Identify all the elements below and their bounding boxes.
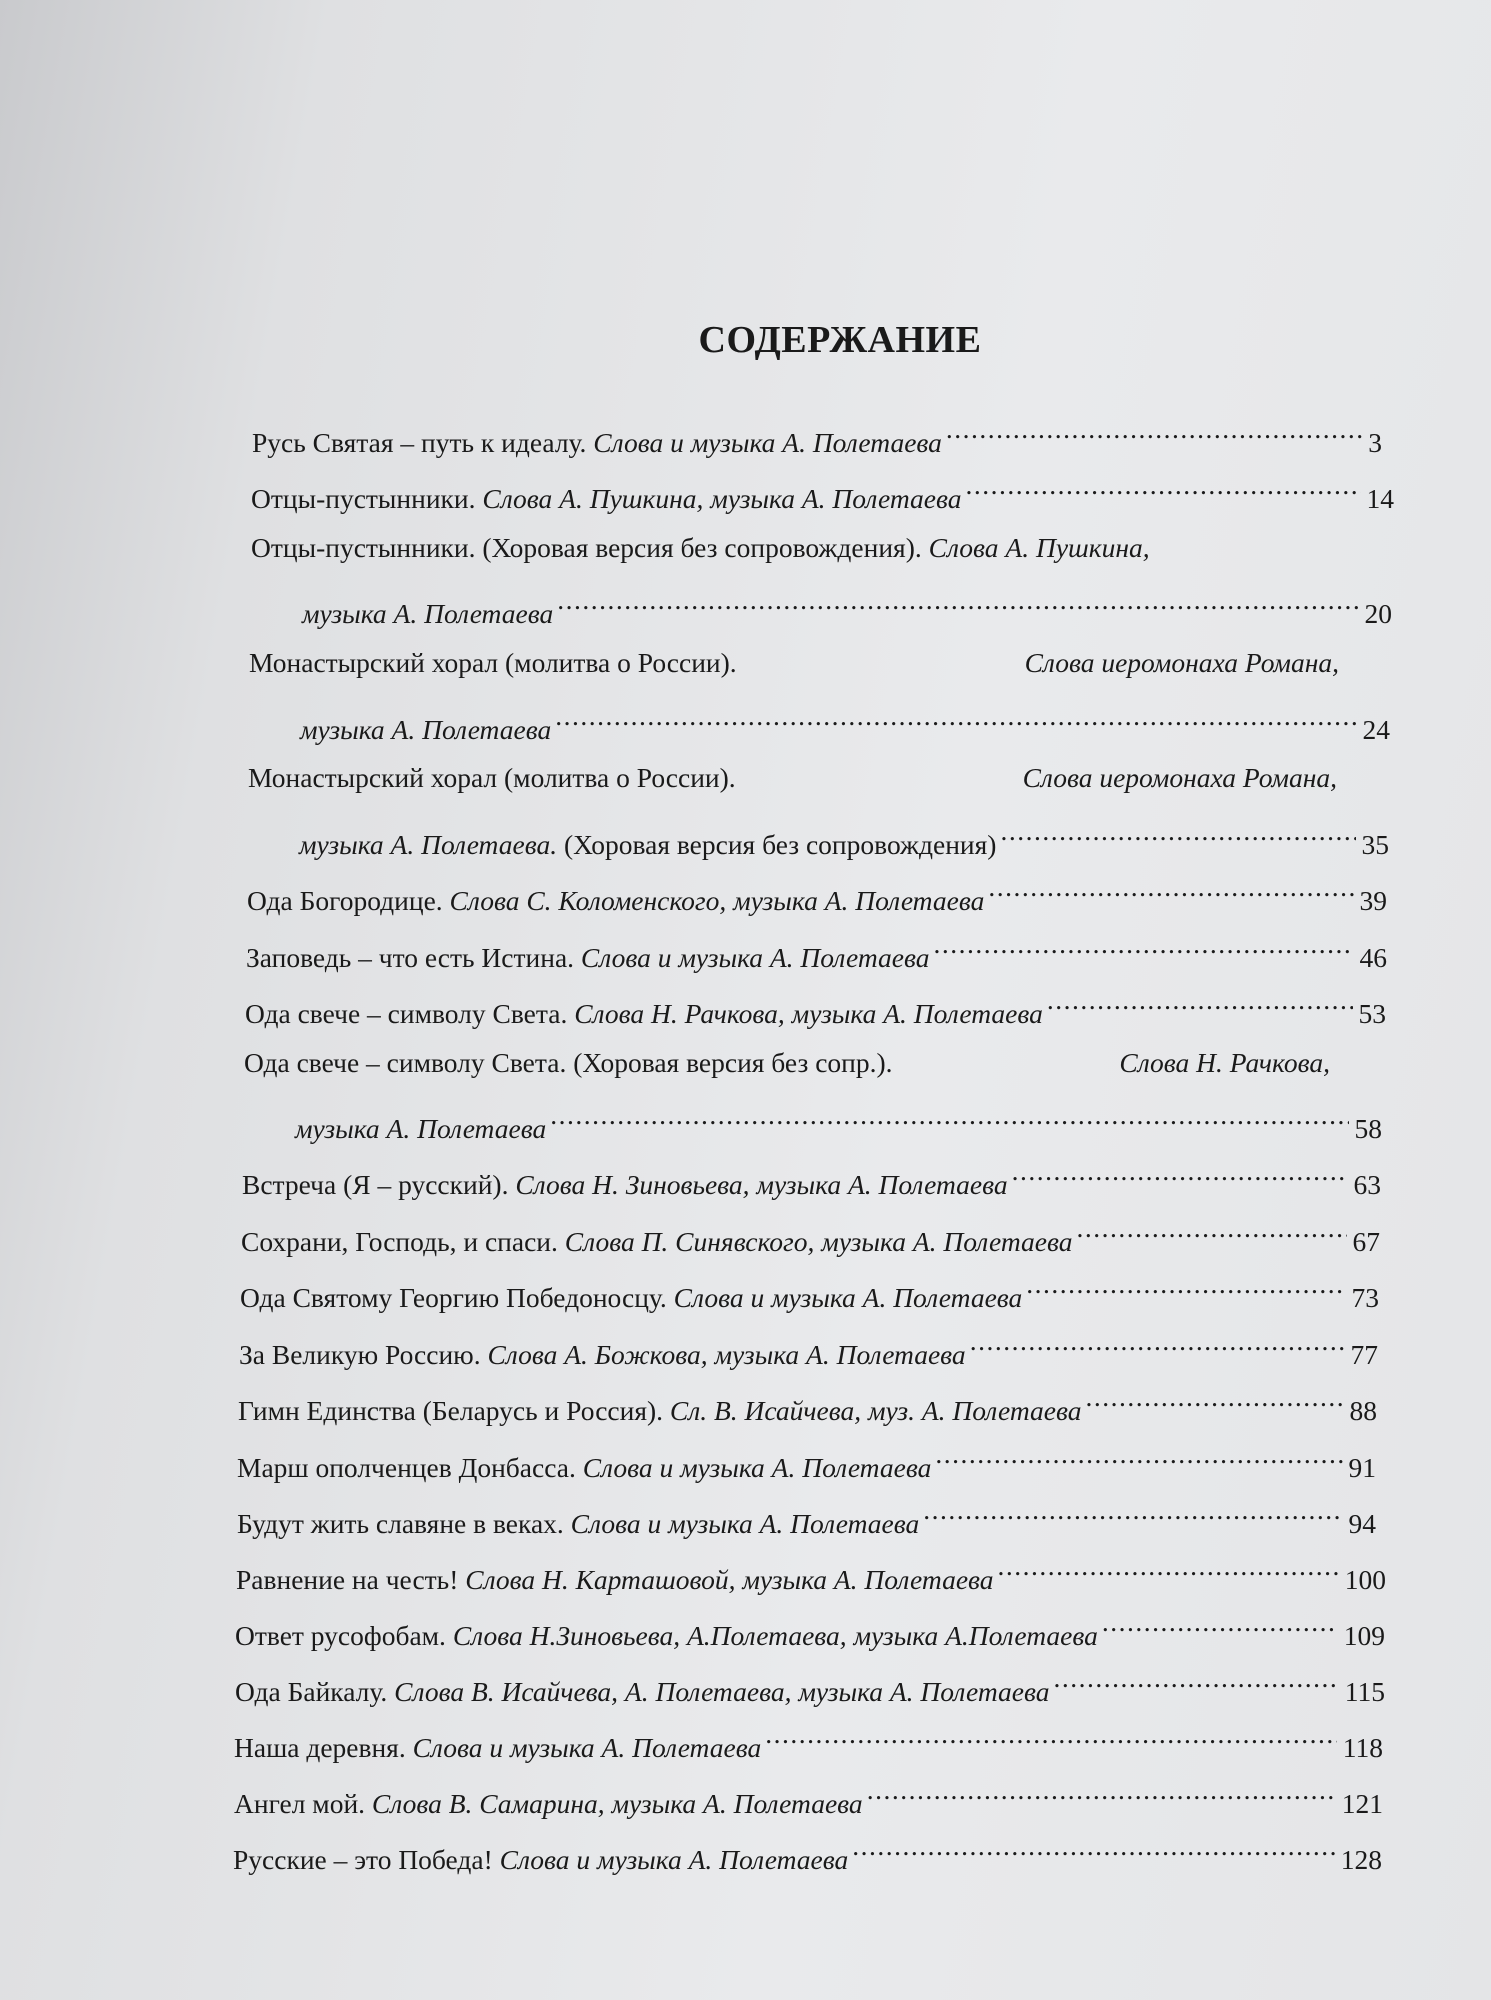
toc-entry [246, 933, 1387, 973]
entry-credit: Слова П. Синявского, музыка А. Полетаева [564, 1226, 1073, 1257]
entry-credit: Слова и музыка А. Полетаева [580, 942, 930, 973]
entry-credit: Слова и музыка А. Полетаева [499, 1844, 849, 1875]
entry-credit: Слова А. Пушкина, музыка А. Полетаева [482, 483, 962, 514]
entry-page: 53 [1358, 998, 1386, 1029]
entry-credit: Слова Н. Рачкова, музыка А. Полетаева [574, 998, 1043, 1029]
entry-page: 58 [1354, 1113, 1382, 1144]
entry-credit: Слова и музыка А. Полетаева [570, 1508, 920, 1539]
entry-title: Ода Богородице. [247, 885, 443, 916]
entry-page: 67 [1352, 1226, 1380, 1257]
entry-page: 63 [1353, 1169, 1381, 1200]
toc-entry [238, 1386, 1377, 1426]
contents-heading: СОДЕРЖАНИЕ [698, 319, 982, 361]
entry-credit: Слова и музыка А. Полетаева [412, 1732, 762, 1763]
entry-title: Марш ополченцев Донбасса. [237, 1452, 576, 1483]
entry-credit: Слова В. Самарина, музыка А. Полетаева [371, 1788, 863, 1819]
entry-page: 20 [1364, 598, 1392, 629]
leader-dots [935, 1443, 1342, 1477]
entry-page: 94 [1348, 1508, 1376, 1539]
leader-dots [852, 1835, 1334, 1869]
entry-credit: музыка А. Полетаева [300, 714, 552, 745]
toc-entry [242, 1160, 1381, 1200]
entry-credit: Слова С. Коломенского, музыка А. Полетаева [449, 885, 985, 916]
entry-credit: Слова иеромонаха Романа, [1024, 647, 1339, 678]
entry-title: Ода Святому Георгию Победоносцу. [240, 1282, 667, 1313]
toc-entry [252, 418, 1382, 458]
toc-entry [244, 1046, 1330, 1080]
leader-dots [1047, 989, 1353, 1023]
entry-page: 46 [1359, 942, 1387, 973]
leader-dots [946, 418, 1362, 452]
leader-dots [867, 1779, 1336, 1813]
entry-page: 121 [1341, 1788, 1383, 1819]
entry-title: (Хоровая версия без сопровождения) [563, 829, 997, 860]
entry-credit: Слова В. Исайчева, А. Полетаева, музыка А. Полетаева [394, 1676, 1050, 1707]
entry-credit: музыка А. Полетаева [295, 1113, 547, 1144]
toc-entry-continuation [295, 1104, 1382, 1144]
entry-page: 109 [1343, 1620, 1385, 1651]
entry-title: За Великую Россию. [239, 1339, 481, 1370]
leader-dots [934, 933, 1354, 967]
entry-page: 39 [1359, 885, 1387, 916]
entry-credit: музыка А. Полетаева. [299, 829, 558, 860]
entry-page: 35 [1361, 829, 1389, 860]
toc-entry [233, 1835, 1382, 1875]
toc-entry [240, 1273, 1379, 1313]
entry-page: 115 [1344, 1676, 1385, 1707]
entry-title: Сохрани, Господь, и спаси. [241, 1226, 558, 1257]
toc-entry-continuation [300, 705, 1390, 745]
leader-dots [966, 474, 1361, 508]
leader-dots [1026, 1273, 1345, 1307]
entry-title: Русские – это Победа! [233, 1844, 493, 1875]
toc-entry [237, 1499, 1376, 1539]
toc-entry-continuation [302, 589, 1392, 629]
toc-entry [251, 531, 1341, 565]
toc-entry [248, 761, 1337, 795]
entry-credit: Слова Н. Рачкова, [1119, 1047, 1330, 1078]
entry-title: Будут жить славяне в веках. [237, 1508, 564, 1539]
entry-page: 100 [1344, 1564, 1386, 1595]
entry-page: 128 [1340, 1844, 1382, 1875]
leader-dots [1102, 1611, 1338, 1645]
toc-entry [245, 989, 1386, 1029]
leader-dots [1000, 820, 1355, 854]
leader-dots [923, 1499, 1342, 1533]
toc-entry-continuation [299, 820, 1389, 860]
entry-credit: музыка А. Полетаева [302, 598, 554, 629]
toc-entry [251, 474, 1394, 514]
entry-title: Ода свече – символу Света. (Хоровая версия без сопр.). [244, 1047, 893, 1078]
entry-credit: Слова А. Божкова, музыка А. Полетаева [487, 1339, 966, 1370]
entry-page: 118 [1342, 1732, 1383, 1763]
entry-title: Встреча (Я – русский). [242, 1169, 509, 1200]
leader-dots [1085, 1386, 1343, 1420]
entry-title: Заповедь – что есть Истина. [246, 942, 575, 973]
leader-dots [1054, 1667, 1339, 1701]
toc-entry [234, 1779, 1383, 1819]
leader-dots [555, 705, 1356, 739]
toc-entry [235, 1611, 1385, 1651]
leader-dots [557, 589, 1358, 623]
toc-entry [239, 1330, 1378, 1370]
entry-page: 77 [1350, 1339, 1378, 1370]
entry-title: Ода Байкалу. [235, 1676, 388, 1707]
entry-credit: Слова Н. Карташовой, музыка А. Полетаева [465, 1564, 994, 1595]
leader-dots [1076, 1217, 1346, 1251]
toc-entry [236, 1555, 1386, 1595]
entry-title: Монастырский хорал (молитва о России). [249, 647, 737, 678]
entry-page: 73 [1351, 1282, 1379, 1313]
entry-page: 24 [1362, 714, 1390, 745]
toc-entry [241, 1217, 1380, 1257]
toc-entry [249, 646, 1339, 680]
entry-credit: Слова Н. Зиновьева, музыка А. Полетаева [515, 1169, 1008, 1200]
leader-dots [550, 1104, 1348, 1138]
entry-page: 91 [1348, 1452, 1376, 1483]
entry-credit: Слова А. Пушкина, [928, 532, 1150, 563]
leader-dots [998, 1555, 1339, 1589]
leader-dots [988, 876, 1353, 910]
leader-dots [970, 1330, 1345, 1364]
entry-page: 14 [1366, 483, 1394, 514]
entry-title: Отцы-пустынники. [251, 483, 476, 514]
entry-title: Монастырский хорал (молитва о России). [248, 762, 736, 793]
entry-title: Русь Святая – путь к идеалу. [252, 427, 587, 458]
leader-dots [765, 1723, 1337, 1757]
entry-title: Ангел мой. [234, 1788, 366, 1819]
leader-dots [1012, 1160, 1348, 1194]
toc-entry [235, 1667, 1385, 1707]
entry-credit: Слова иеромонаха Романа, [1022, 762, 1337, 793]
entry-credit: Слова Н.Зиновьева, А.Полетаева, музыка А.Полетаева [452, 1620, 1098, 1651]
entry-title: Равнение на честь! [236, 1564, 459, 1595]
entry-page: 3 [1368, 427, 1382, 458]
entry-credit: Слова и музыка А. Полетаева [582, 1452, 932, 1483]
entry-credit: Слова и музыка А. Полетаева [673, 1282, 1023, 1313]
toc-entry [247, 876, 1387, 916]
entry-title: Ответ русофобам. [235, 1620, 446, 1651]
entry-credit: Слова и музыка А. Полетаева [593, 427, 942, 458]
toc-entry [234, 1723, 1383, 1763]
entry-title: Наша деревня. [234, 1732, 406, 1763]
entry-credit: Сл. В. Исайчева, муз. А. Полетаева [669, 1395, 1082, 1426]
toc-entry [237, 1443, 1376, 1483]
entry-title: Ода свече – символу Света. [245, 998, 568, 1029]
entry-title: Гимн Единства (Беларусь и Россия). [238, 1395, 664, 1426]
entry-page: 88 [1349, 1395, 1377, 1426]
entry-title: Отцы-пустынники. (Хоровая версия без сопровождения). [251, 532, 922, 563]
